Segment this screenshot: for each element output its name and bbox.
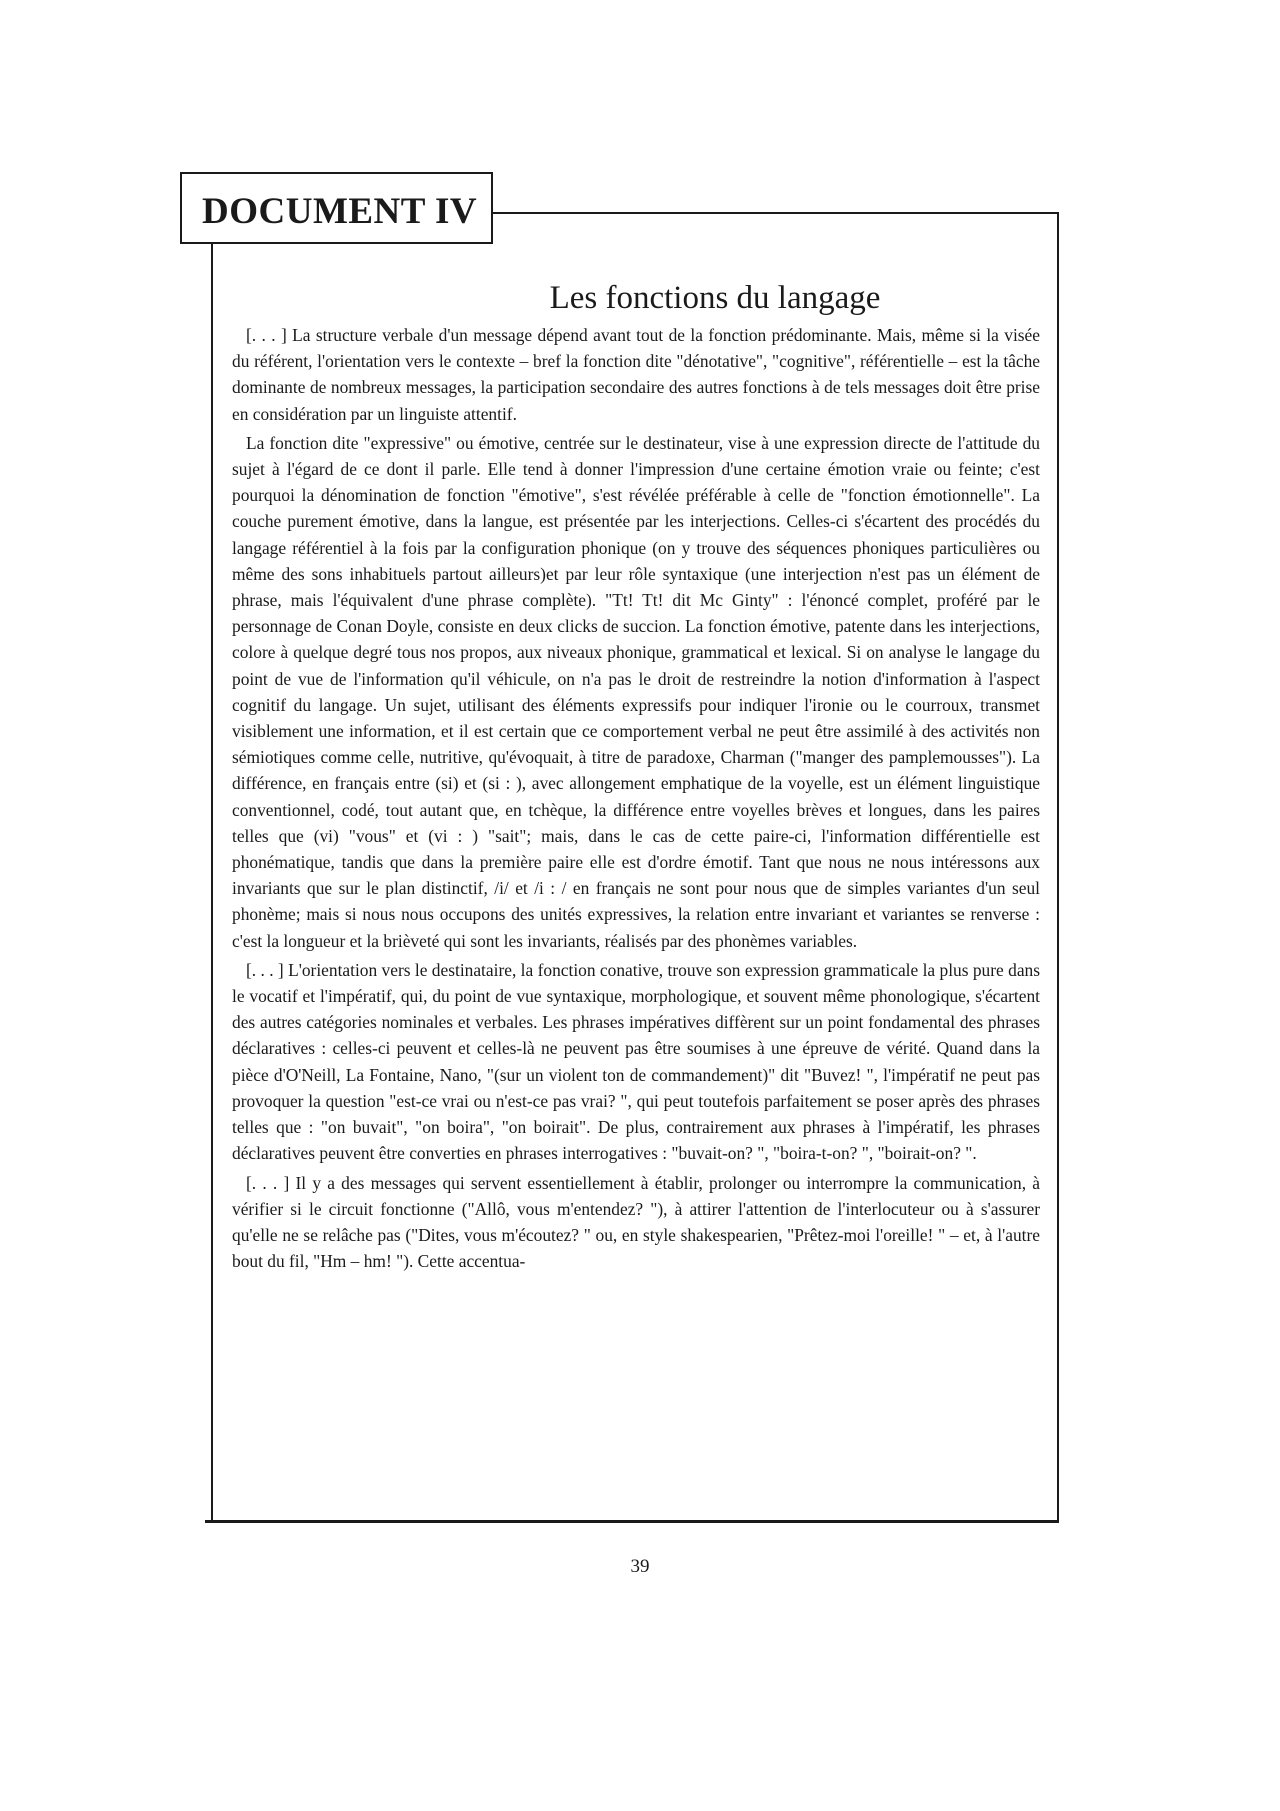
- paragraph-3: [. . . ] L'orientation vers le destinataire, la fonction conative, trouve son expression grammaticale la plus pure dans le vocatif et l'impératif, qui, du point de vue syntaxique, morphologique, et souvent même phonologique, s'écartent des autres catégories nominales et verbales. Les phrases impératives diffèrent sur un point fondamental des phrases déclaratives : celles-ci peuvent et celles-là ne peuvent pas être soumises à une épreuve de vérité. Quand dans la pièce d'O'Neill, La Fontaine, Nano, "(sur un violent ton de commandement)" dit "Buvez! ", l'impératif ne peut pas provoquer la question "est-ce vrai ou n'est-ce pas vrai? ", qui peut toutefois parfaitement se poser après des phrases telles que : "on buvait", "on boira", "on boirait". De plus, contrairement aux phrases à l'impératif, les phrases déclaratives peuvent être converties en phrases interrogatives : "buvait-on? ", "boira-t-on? ", "boirait-on? ".: [232, 959, 1040, 1164]
- frame-left-border: [211, 244, 213, 1522]
- frame-right-border: [1057, 212, 1059, 1522]
- document-body: [232, 322, 1040, 1277]
- page-number: 39: [630, 1556, 650, 1577]
- paragraph-2: La fonction dite "expressive" ou émotive, centrée sur le destinateur, vise à une expression directe de l'attitude du sujet à l'égard de ce dont il parle. Elle tend à donner l'impression d'une certaine émotion vraie ou feinte; c'est pourquoi la dénomination de fonction "émotive", s'est révélée préférable à celle de "fonction émotionnelle". La couche purement émotive, dans la langue, est présentée par les interjections. Celles-ci s'écartent des procédés du langage référentiel à la fois par la configuration phonique (on y trouve des séquences phoniques particulières ou même des sons inhabituels partout ailleurs)et par leur rôle syntaxique (une interjection n'est pas un élément de phrase, mais l'équivalent d'une phrase complète). "Tt! Tt! dit Mc Ginty" : l'énoncé complet, proféré par le personnage de Conan Doyle, consiste en deux clicks de succion. La fonction émotive, patente dans les interjections, colore à quelque degré tous nos propos, aux niveaux phonique, grammatical et lexical. Si on analyse le langage du point de vue de l'information qu'il véhicule, on n'a pas le droit de restreindre la notion d'information à l'aspect cognitif du langage. Un sujet, utilisant des éléments expressifs pour indiquer l'ironie ou le courroux, transmet visiblement une information, et il est certain que ce comportement verbal ne peut être assimilé à des activités non sémiotiques comme celle, nutritive, qu'évoquait, à titre de paradoxe, Charman ("manger des pamplemousses"). La différence, en français entre (si) et (si : ), avec allongement emphatique de la voyelle, est un élément linguistique conventionnel, codé, tout autant que, en tchèque, la différence entre voyelles brèves et longues, dans les paires telles que (vi) "vous" et (vi : ) "sait"; mais, dans le cas de cette paire-ci, l'information différentielle est phonématique, tandis que dans la première paire elle est d'ordre émotif. Tant que nous ne nous intéressons aux invariants que sur le plan distinctif, /i/ et /i : / en français ne sont pour nous que de simples variantes d'un seul phonème; mais si nous nous occupons des unités expressives, la relation entre invariant et variantes se renverse : c'est la longueur et la brièveté qui sont les invariants, réalisés par des phonèmes variables.: [232, 432, 1040, 951]
- document-title: Les fonctions du langage: [549, 280, 881, 317]
- frame-bottom-border: [205, 1520, 1059, 1523]
- paragraph-4: [. . . ] Il y a des messages qui servent essentiellement à établir, prolonger ou interrompre la communication, à vérifier si le circuit fonctionne ("Allô, vous m'entendez? "), à attirer l'attention de l'interlocuteur ou à s'assurer qu'elle ne se relâche pas ("Dites, vous m'écoutez? " ou, en style shakespearien, "Prêtez-moi l'oreille! " – et, à l'autre bout du fil, "Hm – hm! "). Cette accentua-: [232, 1172, 1040, 1272]
- paragraph-1: [. . . ] La structure verbale d'un message dépend avant tout de la fonction prédominante. Mais, même si la visée du référent, l'orientation vers le contexte – bref la fonction dite "dénotative", "cognitive", référentielle – est la tâche dominante de nombreux messages, la participation secondaire des autres fonctions à de tels messages doit être prise en considération par un linguiste attentif.: [232, 325, 1040, 424]
- document-label-box: [180, 172, 493, 244]
- frame-top-border: [493, 212, 1059, 214]
- document-label: DOCUMENT IV: [202, 191, 478, 232]
